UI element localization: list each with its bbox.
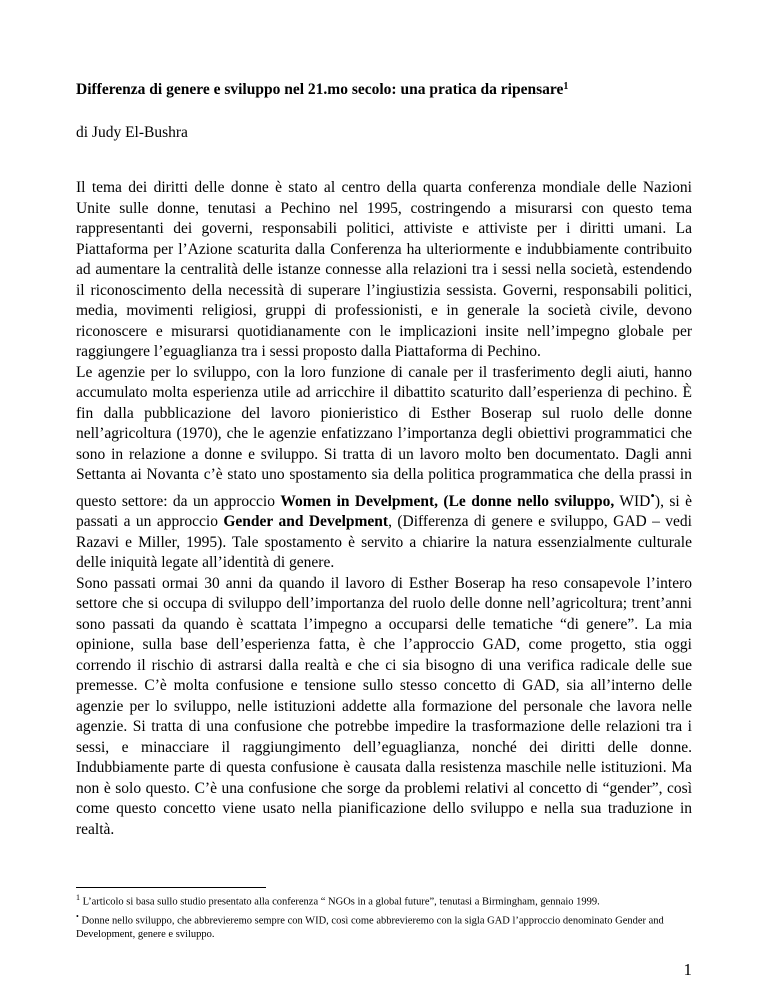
footnote-1-text: L’articolo si basa sullo studio presentato alla conferenza “ NGOs in a global future”, tenutasi a Birmingham, gennaio 1999. <box>80 896 600 908</box>
paragraph-2-text-4: , (Differenza di genere e sviluppo, GAD – vedi Razavi e Miller, 1995). Tale spostamento è servito a chiarire la natura essenzialmente culturale delle iniquità legate all’identità di genere. <box>76 513 692 572</box>
footnote-1 <box>76 891 692 910</box>
footnote-separator <box>76 887 266 888</box>
paragraph-2-footnote-mark: • <box>650 487 655 503</box>
author-line: di Judy El-Bushra <box>76 124 188 141</box>
paragraph-2 <box>76 363 692 574</box>
footnotes <box>76 891 692 942</box>
page-number: 1 <box>683 960 692 979</box>
paragraph-2-text-1: Le agenzie per lo sviluppo, con la loro funzione di canale per il trasferimento degli aiuti, hanno accumulato molta esperienza utile ad arricchire il dibattito scaturito dall’esperienza di pechino. È fin dalla pubblicazione del lavoro pionieristico di Esther Boserap sul ruolo delle donne nell’agricoltura (1970), che le agenzie enfatizzano l’importanza degli obiettivi programmatici che sono in relazione a donne e sviluppo. Si tratta di un lavoro molto ben documentato. Dagli anni Settanta ai Novanta c’è stato uno spostamento sia della politica programmatica che della prassi in questo settore: da un approccio <box>76 363 692 510</box>
footnote-1-mark: 1 <box>76 893 80 902</box>
body-text <box>76 178 692 840</box>
title-text: Differenza di genere e sviluppo nel 21.mo secolo: una pratica da ripensare <box>76 81 564 98</box>
paragraph-1: Il tema dei diritti delle donne è stato al centro della quarta conferenza mondiale delle Nazioni Unite sulle donne, tenutasi a Pechino nel 1995, costringendo a misurarsi con questo tema rappresentanti dei governi, responsabili politici, attiviste e attiviste per i diritti umani. La Piattaforma per l’Azione scaturita dalla Conferenza ha ulteriormente e indubbiamente contribuito ad aumentare la centralità delle istanze connesse alla relazioni tra i sessi nella società, estendendo il riconoscimento della necessità di superare l’ingiustizia sessista. Governi, responsabili politici, media, movimenti religiosi, gruppi di professionisti, e in generale la società civile, devono riconoscere e misurarsi quotidianamente con le implicazioni insite nell’impegno globale per raggiungere l’eguaglianza tra i sessi proposto dalla Piattaforma di Pechino. <box>76 179 692 360</box>
paragraph-3: Sono passati ormai 30 anni da quando il lavoro di Esther Boserap ha reso consapevole l’intero settore che si occupa di sviluppo dell’importanza del ruolo delle donne nell’agricoltura; trent’anni sono passati da quando è scattata l’impegno a occuparsi delle tematiche “di genere”. La mia opinione, sulla base dell’esperienza fatta, è che l’approccio GAD, come progetto, stia oggi correndo il rischio di astrarsi dalla realtà e che ci sia bisogno di una verifica radicale delle sue premesse. C’è molta confusione e tensione sullo stesso concetto di GAD, sia all’interno delle agenzie per lo sviluppo, nelle istituzioni addette alla formazione del personale che lavora nelle agenzie. Si tratta di una confusione che potrebbe impedire la trasformazione delle relazioni tra i sessi, e minacciare il raggiungimento dell’eguaglianza, nonché dei diritti delle donne. Indubbiamente parte di questa confusione è causata dalla resistenza maschile nelle istituzioni. Ma non è solo questo. C’è una confusione che sorge da problemi relativi al concetto di “gender”, così come questo concetto viene usato nella pianificazione dello sviluppo e nella sua traduzione in realtà. <box>76 574 692 838</box>
footnote-2 <box>76 910 692 943</box>
paragraph-2-bold-2: Gender and Develpment <box>223 513 389 531</box>
paragraph-2-bold-1: Women in Develpment, (Le donne nello sviluppo, <box>280 492 615 510</box>
title-footnote-mark: 1 <box>563 81 569 92</box>
document-title <box>76 80 716 100</box>
footnote-2-mark: • <box>76 911 79 921</box>
footnote-2-text: Donne nello sviluppo, che abbrevieremo sempre con WID, così come abbrevieremo con la sigla GAD l’approccio denominato Gender and Development, genere e sviluppo. <box>76 915 664 940</box>
paragraph-2-text-2: WID <box>614 492 651 510</box>
paragraph-2-text-3: ), si è passati a un approccio <box>76 492 692 531</box>
